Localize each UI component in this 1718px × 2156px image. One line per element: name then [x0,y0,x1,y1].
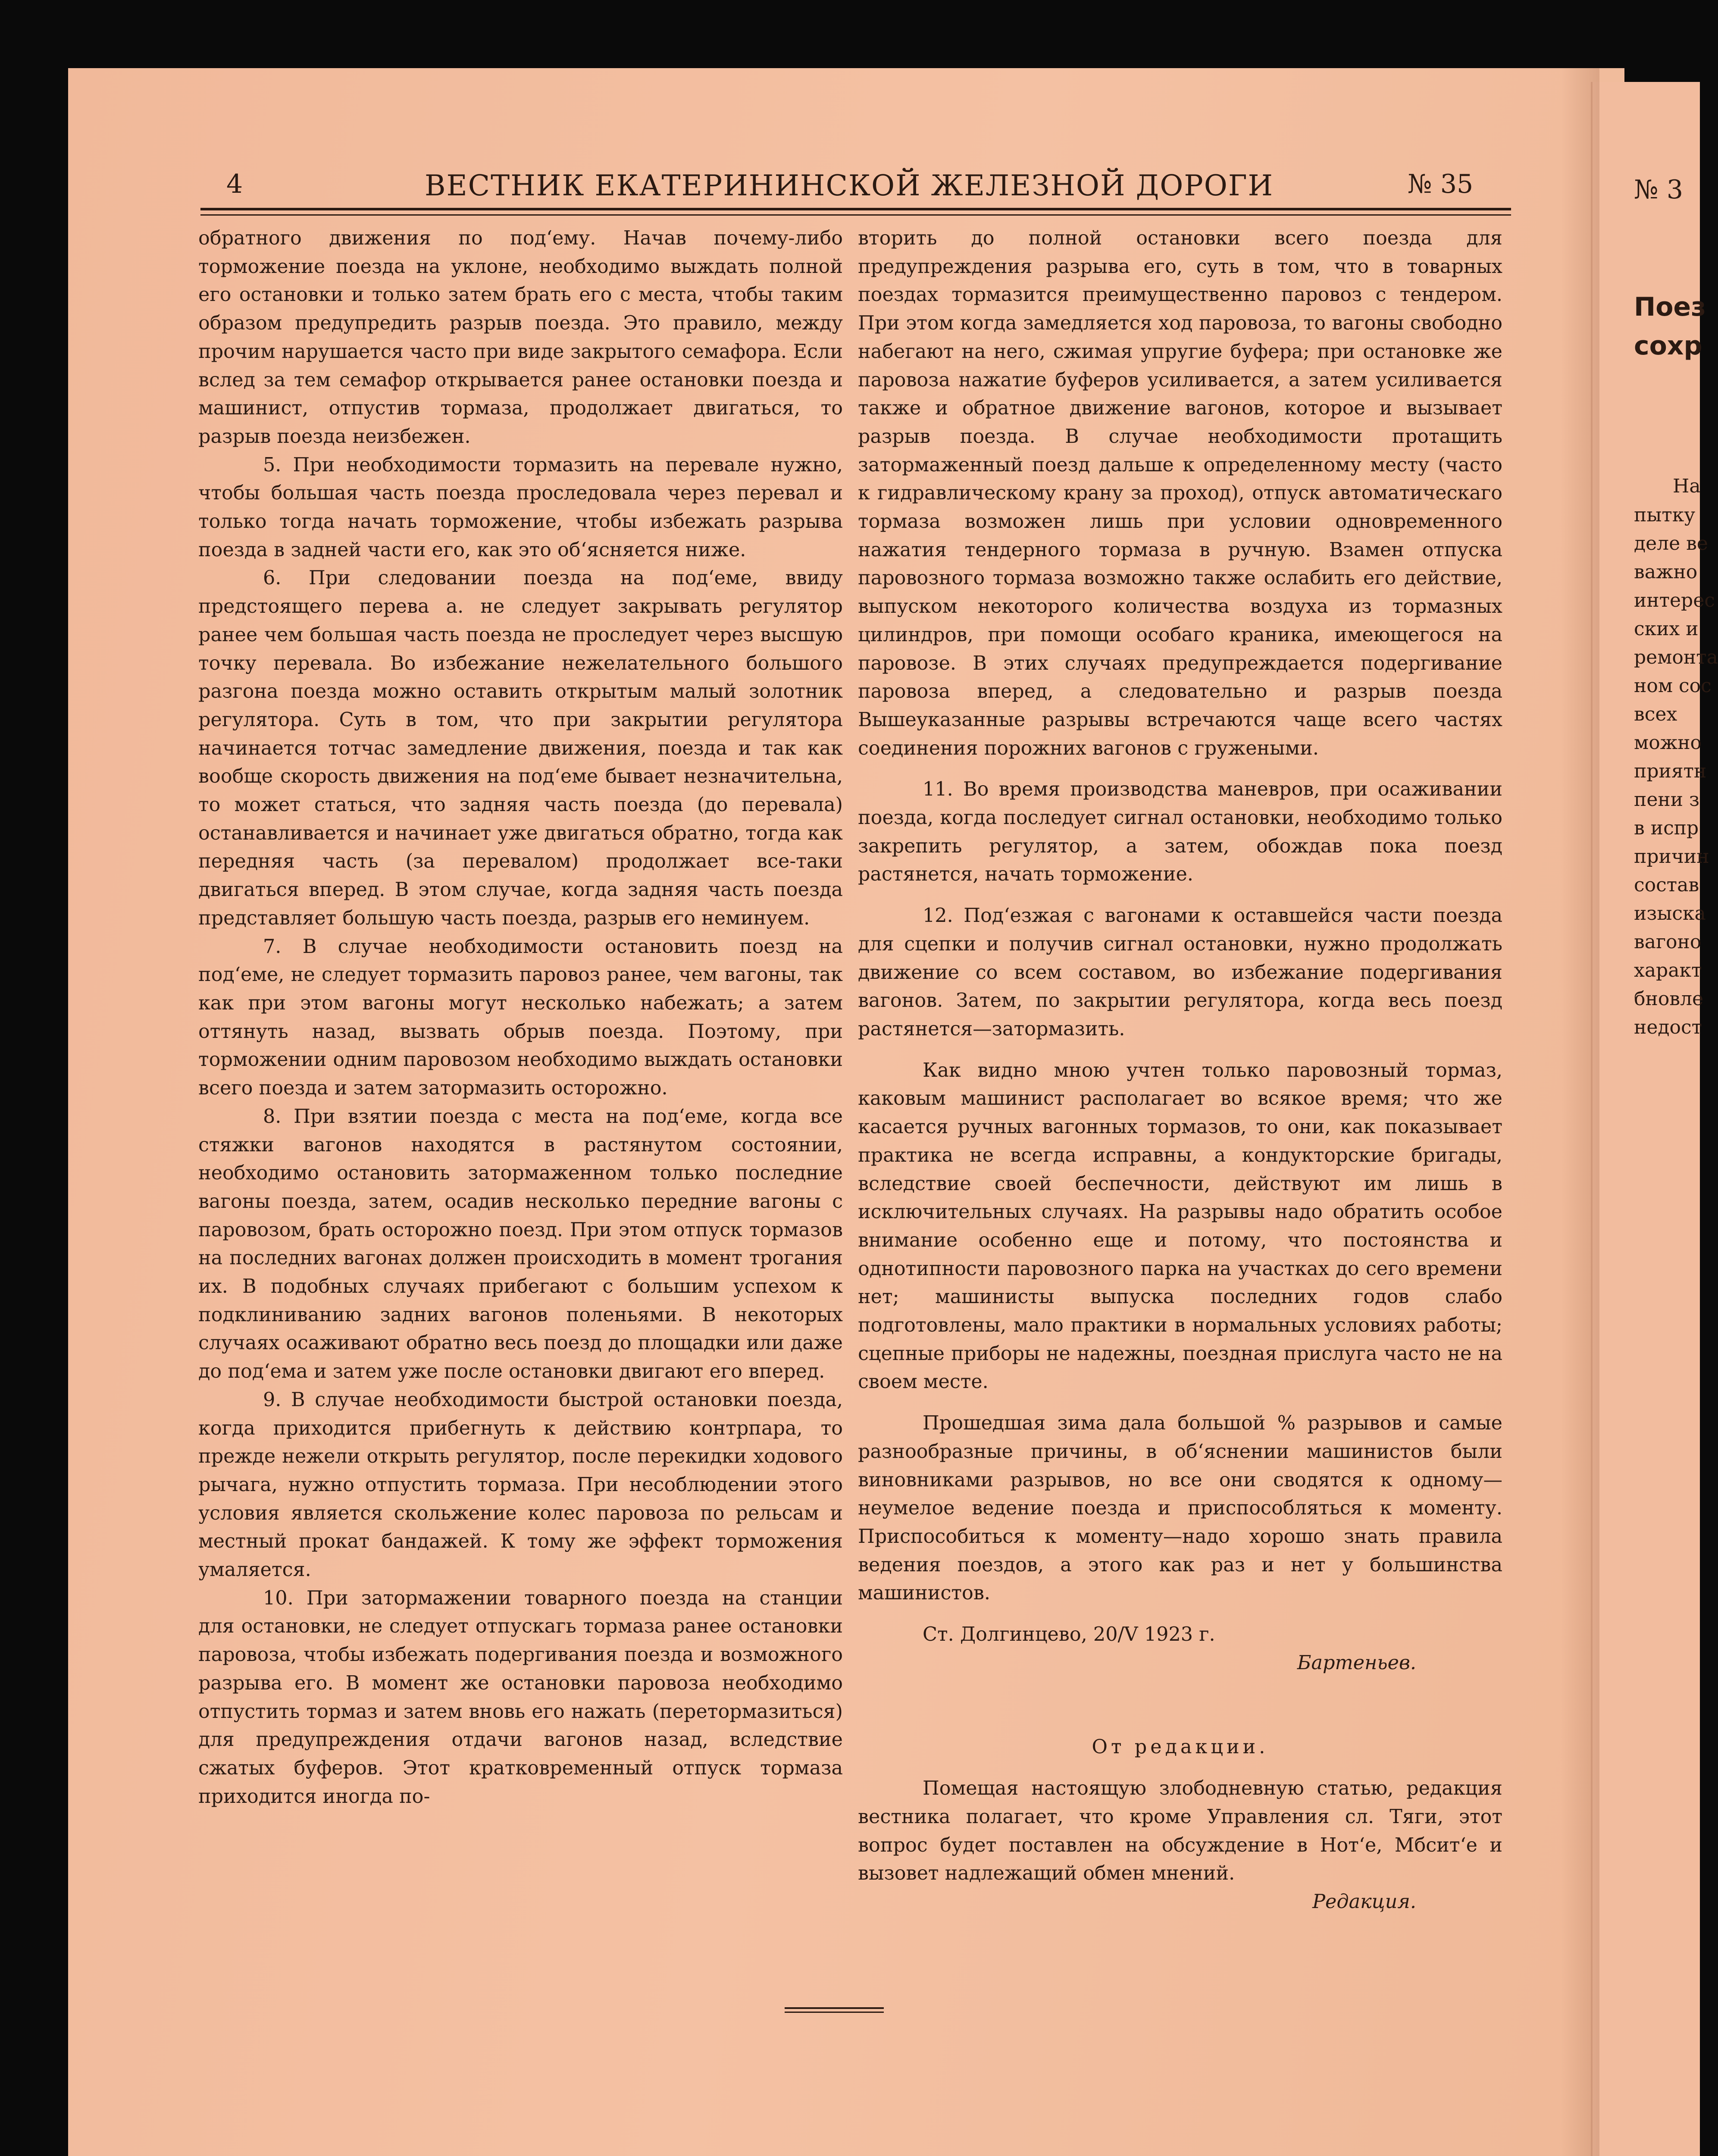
right-page-text: ном сос [1634,675,1712,697]
right-page-headline: Поез [1634,292,1706,322]
adjacent-page [1591,82,1700,2156]
right-page-text: в испр [1634,817,1699,839]
paragraph: Прошедшая зима дала большой % разрывов и самые разнообразные причины, в об‘яснении машинистов были виновниками разрывов, но все они сводятся к одному— неумелое ведение поезда и приспособляться к моменту. Приспособиться к моменту—надо хорошо знать правила ведения поездов, а этого как раз и нет у большинства машинистов. [858,1412,1502,1604]
right-page-text: интерес [1634,589,1715,611]
right-page-text: На [1673,475,1701,497]
paragraph: 9. В случае необходимости быстрой остановки поезда, когда приходится прибегнуть к действию контрпара, то прежде нежели открыть регулятор, после перекидки ходового рычага, нужно отпустить тормаза. При несоблюдении этого условия является скольжение колес паровоза по рельсам и местный прокат бандажей. К тому же эффект торможения умаляется. [198,1388,843,1581]
right-page-text: ремонта [1634,646,1718,668]
paragraph: 8. При взятии поезда с места на под‘еме, когда все стяжки вагонов находятся в растянутом состоянии, необходимо остановить затормаженном только последние вагоны поезда, затем, осадив несколько передние вагоны с паровозом, брать осторожно поезд. При этом отпуск тормазов на последних вагонах должен происходить в момент трогания их. В подобных случаях прибегают с большим успехом к подклиниванию задних вагонов поленьями. В некоторых случаях осаживают обратно весь поезд до площадки или даже до под‘ема и затем уже после остановки двигают его вперед. [198,1105,843,1383]
header-rule [200,208,1511,216]
paragraph: 7. В случае необходимости остановить поезд на под‘еме, не следует тормазить паровоз ранее, чем вагоны, так как при этом вагоны могут несколько набежать; а затем оттянуть назад, вызвать обрыв поезда. Поэтому, при торможении одним паровозом необходимо выждать остановки всего поезда и затем затормазить осторожно. [198,935,843,1100]
paragraph: вторить до полной остановки всего поезда для предупреждения разрыва его, суть в том, что в товарных поездах тормазится преимущественно паровоз с тендером. При этом когда замедляется ход паровоза, то вагоны свободно набегают на него, сжимая упругие буфера; при остановке же паровоза нажатие буферов усиливается, а затем усиливается также и обратное движение вагонов, которое и вызывает разрыв поезда. В случае необходимости протащить затормаженный поезд дальше к определенному месту (часто к гидравлическому крану за проход), отпуск автоматическаго тормаза возможен лишь при условии одновременного нажатия тендерного тормаза в ручную. Взамен отпуска паровозного тормаза возможно также ослабить его действие, выпуском некоторого количества воздуха из тормазных цилиндров, при помощи особаго краника, имеющегося на паровозе. В этих случаях предупреждается подергивание паровоза вперед, а следовательно и разрыв поезда Вышеуказанные разрывы встречаются чаще всего частях соединения порожних вагонов с гружеными. [858,227,1502,759]
fold-shadow [1561,68,1599,2156]
right-page-text: причин [1634,846,1709,868]
paragraph: 12. Под‘езжая с вагонами к оставшейся части поезда для сцепки и получив сигнал остановки, нужно продолжать движение со всем составом, во избежание подергивания вагонов. Затем, по закрытии регулятора, когда весь поезд растянется—затормазить. [858,905,1502,1040]
paragraph: 6. При следовании поезда на под‘еме, ввиду предстоящего перева а. не следует закрывать регулятор ранее чем большая часть поезда не проследует через высшую точку перевала. Во избежание нежелательного большого разгона поезда можно оставить открытым малый золотник регулятора. Суть в том, что при закрытии регулятора начинается тотчас замедление движения, поезда и так как вообще скорость движения на под‘еме бывает незначительна, то может статься, что задняя часть поезда (до перевала) останавливается и начинает уже двигаться обратно, тогда как передняя часть (за перевалом) продолжает все-таки двигаться вперед. В этом случае, когда задняя часть поезда представляет большую часть поезда, разрыв его неминуем. [198,567,843,929]
issue-number: № 35 [1408,169,1474,199]
right-page-text: пени з [1634,789,1700,811]
right-page-text: приятн [1634,760,1707,782]
column-right [858,224,1502,1916]
paragraph: 11. Во время производства маневров, при осаживании поезда, когда последует сигнал остановки, необходимо только закрепить регулятор, а затем, обождав пока поезд растянется, начать торможение. [858,778,1502,886]
right-page-text: изыска [1634,903,1706,924]
right-page-headline: сохр [1634,331,1702,361]
paragraph: 5. При необходимости тормазить на перевале нужно, чтобы большая часть поезда проследовала через перевал и только тогда начать торможение, чтобы избежать разрыва поезда в задней части его, как это об‘ясняется ниже. [198,454,843,561]
ending-rule [785,2007,884,2013]
right-page-text: можно [1634,732,1702,754]
right-page-text: недост [1634,1016,1702,1038]
right-page-text: ских и [1634,618,1699,640]
right-page-text: всех [1634,703,1677,725]
right-page-text: деле ве [1634,533,1708,555]
right-page-text: вагоно [1634,931,1702,953]
right-page-text: важно [1634,561,1698,583]
editorial-heading: От редакции. [1092,1736,1269,1758]
author-signature: Бартеньев. [1297,1651,1416,1674]
column-left [198,224,843,1811]
paragraph: обратного движения по под‘ему. Начав почему-либо торможение поезда на уклоне, необходимо выждать полной его остановки и только затем брать его с места, чтобы таким образом предупредить разрыв поезда. Это правило, между прочим нарушается часто при виде закрытого семафора. Если вслед за тем семафор открывается ранее остановки поезда и машинист, отпустив тормаза, продолжает двигаться, то разрыв поезда неизбежен. [198,227,843,448]
masthead-title: ВЕСТНИК ЕКАТЕРИНИНСКОЙ ЖЕЛЕЗНОЙ ДОРОГИ [425,169,1274,202]
paragraph: 10. При затормажении товарного поезда на станции для остановки, не следует отпускагь тормаза ранее остановки паровоза, чтобы избежать подергивания поезда и возможного разрыва его. В момент же остановки паровоза необходимо отпустить тормаз и затем вновь его нажать (перетормазиться) для предупреждения отдачи вагонов назад, вследствие сжатых буферов. Этот кратковременный отпуск тормаза приходится иногда по- [198,1587,843,1808]
editorial-signature: Редакция. [1312,1890,1416,1913]
paragraph: Как видно мною учтен только паровозный тормаз, каковым машинист располагает во всякое время; что же касается ручных вагонных тормазов, то они, как показывает практика не всегда исправны, а кондукторские бригады, вследствие своей беспечности, действуют им лишь в исключительных случаях. На разрывы надо обратить особое внимание особенно еще и потому, что постоянства и однотипности паровозного парка на участках до сего времени нет; машинисты выпуска последних годов слабо подготовлены, мало практики в нормальных условиях работы; сцепные приборы не надежны, поездная прислуга часто не на своем месте. [858,1059,1502,1393]
right-page-text: пытку [1634,504,1696,526]
issue-number-right-page: № 3 [1634,175,1684,205]
place-date: Ст. Долгинцево, 20/V 1923 г. [923,1623,1215,1646]
right-page-text: характ [1634,959,1702,981]
editorial-text: Помещая настоящую злободневную статью, редакция вестника полагает, что кроме Управления сл. Тяги, этот вопрос будет поставлен на обсуждение в Нот‘е, Мбсит‘е и вызовет надлежащий обмен мнений. [858,1777,1502,1885]
right-page-text: бновле [1634,988,1704,1010]
right-page-text: состав [1634,874,1699,896]
page-number: 4 [226,169,243,199]
